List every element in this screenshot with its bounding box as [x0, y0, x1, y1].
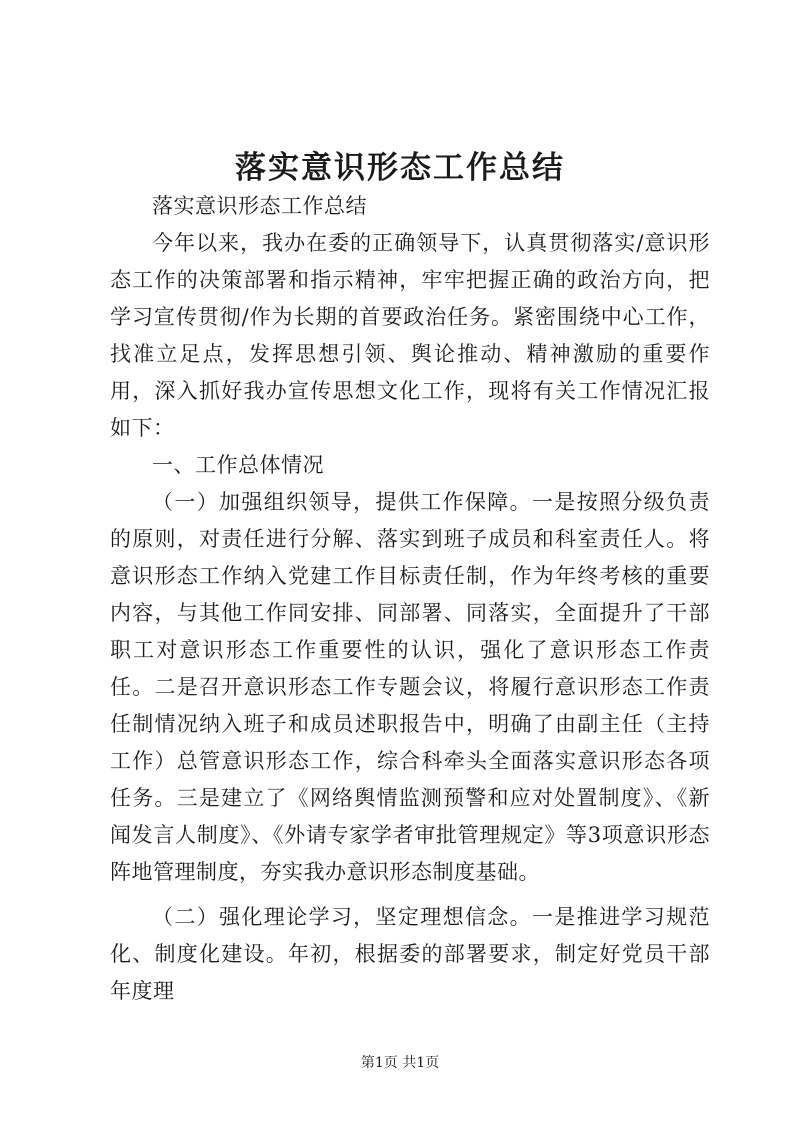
page-footer: 第1页 共1页 — [360, 1055, 440, 1071]
section-two-paragraph: （二）强化理论学习，坚定理想信念。一是推进学习规范化、制度化建设。年初，根据委的部署要求，制定好党员干部年度理 — [110, 905, 710, 1003]
section-heading: 一、工作总体情况 — [152, 453, 324, 477]
section-one-paragraph: （一）加强组织领导，提供工作保障。一是按照分级负责的原则，对责任进行分解、落实到班子成员和科室责任人。将意识形态工作纳入党建工作目标责任制，作为年终考核的重要内容，与其他工作同安排、同部署、同落实，全面提升了干部职工对意识形态工作重要性的认识，强化了意识形态工作责任。二是召开意识形态工作专题会议，将履行意识形态工作责任制情况纳入班子和成员述职报告中，明确了由副主任（主持工作）总管意识形态工作，综合科牵头全面落实意识形态各项任务。三是建立了《网络舆情监测预警和应对处置制度》、《新闻发言人制度》、《外请专家学者审批管理规定》等3项意识形态阵地管理制度，夯实我办意识形态制度基础。 — [110, 490, 710, 884]
intro-paragraph: 今年以来，我办在委的正确领导下，认真贯彻落实/意识形态工作的决策部署和指示精神，牢牢把握正确的政治方向，把学习宣传贯彻/作为长期的首要政治任务。紧密围绕中心工作，找准立足点，发挥思想引领、舆论推动、精神激励的重要作用，深入抓好我办宣传思想文化工作，现将有关工作情况汇报如下： — [110, 231, 710, 440]
document-title: 落实意识形态工作总结 — [235, 150, 565, 186]
document-body — [110, 188, 710, 1010]
subtitle-paragraph: 落实意识形态工作总结 — [152, 194, 367, 218]
